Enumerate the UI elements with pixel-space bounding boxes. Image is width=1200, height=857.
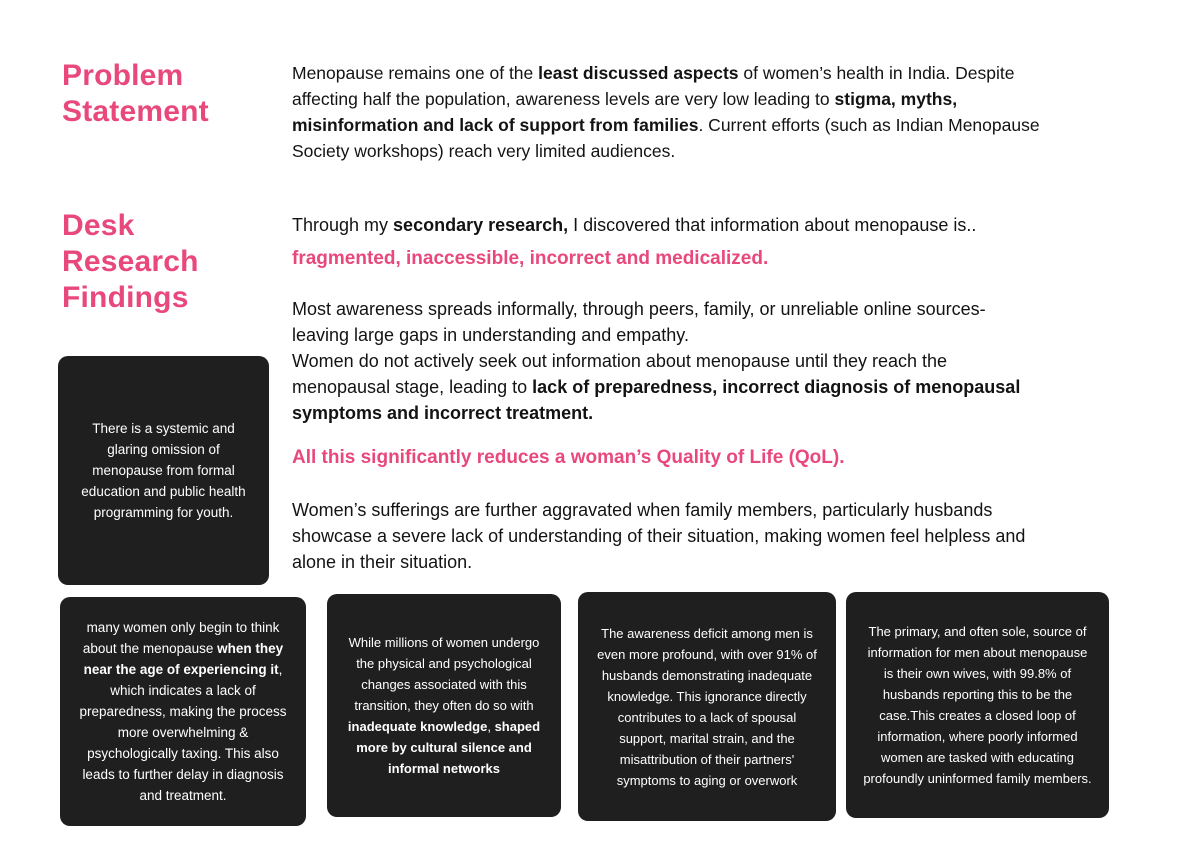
text-segment: , [487, 719, 495, 734]
insight-card-inadequate-knowledge [327, 594, 561, 817]
insight-card-preparedness [60, 597, 306, 826]
systemic-omission-card [58, 356, 269, 585]
bold-segment: when they near the age of experiencing it [83, 641, 284, 677]
insight-card-closed-loop [846, 592, 1109, 818]
bold-segment: shaped more by cultural silence and informal networks [356, 719, 541, 776]
card-text: The awareness deficit among men is even more profound, with over 91% of husbands demonstrating inadequate knowledge. This ignorance directly contributes to a lack of spousal support, marital strain, and the misattribution of their partners' symptoms to aging or overwork [597, 625, 817, 788]
text-segment: Women do not actively seek out information about menopause until they reach the menopausal stage, leading to [292, 351, 948, 397]
bold-segment: stigma, myths, misinformation and lack of support from families [292, 89, 958, 135]
text-segment: many women only begin to think about the menopause [82, 620, 280, 656]
text-segment: , which indicates a lack of preparedness, making the process more overwhelming & psychologically taxing. This also leads to further delay in diagnosis and treatment. [79, 662, 287, 803]
text-segment: of women’s health in India. Despite affecting half the population, awareness levels are very low leading to [292, 63, 1015, 109]
card-text: The primary, and often sole, source of information for men about menopause is their own wives, with 99.8% of husbands reporting this to be the case.This creates a closed loop of information, where poorly informed women are tasked with educating profoundly uninformed family members. [863, 624, 1092, 786]
bold-segment: inadequate knowledge [347, 719, 488, 734]
bold-segment: least discussed aspects [538, 63, 739, 83]
problem-statement-paragraph [292, 60, 1040, 164]
desk-findings-paragraph [292, 296, 1044, 426]
desk-research-heading: Desk Research Findings [62, 209, 199, 314]
problem-statement-heading: Problem Statement [62, 59, 209, 128]
card-text: There is a systemic and glaring omission of menopause from formal education and public health programming for youth. [81, 421, 246, 520]
bold-segment: secondary research, [393, 215, 569, 235]
desk-research-body [292, 211, 1044, 575]
text-segment: Most awareness spreads informally, through peers, family, or unreliable online sources- leaving large gaps in understanding and empathy. [292, 299, 986, 345]
insight-card-men-awareness-deficit [578, 592, 836, 821]
desk-highlight-qol: All this significantly reduces a woman’s Quality of Life (QoL). [292, 447, 845, 468]
card-text [76, 617, 290, 806]
desk-intro-paragraph [292, 211, 1044, 239]
text-segment: I discovered that information about menopause is.. [568, 215, 977, 235]
desk-highlight-fragmented: fragmented, inaccessible, incorrect and medicalized. [292, 248, 769, 269]
text-segment: . Current efforts (such as Indian Menopause Society workshops) reach very limited audiences. [292, 115, 1040, 161]
text-segment: While millions of women undergo the physical and psychological changes associated with this transition, they often do so with [348, 635, 540, 713]
desk-closing-paragraph: Women’s sufferings are further aggravated when family members, particularly husbands showcase a severe lack of understanding of their situation, making women feel helpless and alone in their situation. [292, 500, 1026, 572]
card-text [345, 632, 543, 779]
bold-segment: lack of preparedness, incorrect diagnosis of menopausal symptoms and incorrect treatment. [292, 377, 1021, 423]
text-segment: Menopause remains one of the [292, 63, 539, 83]
text-segment: Through my [292, 215, 394, 235]
